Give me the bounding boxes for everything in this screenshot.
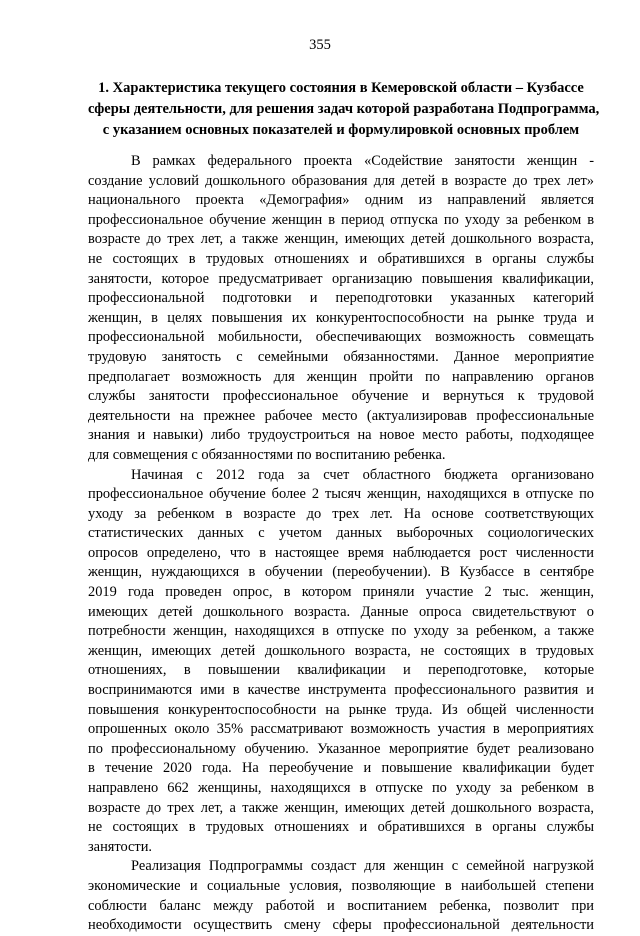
paragraph [88,857,594,935]
text-line: Реализация Подпрограммы создаст для женщин с семейной нагрузкой [131,858,594,875]
text-line: занятости, которое предусматривает организацию повышения квалификации, [88,270,594,287]
page-number: 355 [309,37,331,53]
text-line: деятельности на прежнее рабочее место (актуализировав профессиональные [88,407,594,424]
text-line: профессиональное обучение женщин в период отпуска по уходу за ребенком в [88,211,594,228]
text-line: возрасте до трех лет, а также женщин, имеющих детей дошкольного возраста, [88,799,594,816]
text-line: возрасте до трех лет, а также женщин, имеющих детей дошкольного возраста, [88,231,594,248]
text-line: В рамках федерального проекта «Содействие занятости женщин - [131,153,594,169]
text-line: не состоящих в трудовых отношениях и обратившихся в органы службы [88,819,594,836]
text-line: создание условий дошкольного образования для детей в возрасте до трех лет» [88,172,594,189]
section-heading [88,78,600,141]
text-line: по профессиональному обучению. Указанное мероприятие будет реализовано [88,740,594,757]
text-line: воспринимаются ими в качестве инструмента профессионального развития и [88,682,594,699]
paragraph [88,466,594,858]
body-text [88,152,594,936]
text-line: знания и навыки) либо трудоустроиться на новое место работы, подходящее [88,427,594,444]
paragraph [88,152,594,466]
text-line: направлено 662 женщины, находящихся в отпуске по уходу за ребенком в [88,780,594,796]
text-line: службы занятости профессиональное обучение и вернуться к трудовой [88,388,594,405]
text-line: опрошенных около 35% рассматривают возможность участия в мероприятиях [88,721,594,738]
text-line: в течение 2020 года. На переобучение и повышение квалификации будет [88,760,594,777]
text-line: профессиональной подготовки и переподготовки указанных категорий [88,290,594,307]
text-line: профессиональной мобильности, обеспечивающих возможность совмещать [88,329,594,346]
text-line: не состоящих в трудовых отношениях и обратившихся в органы службы [88,250,594,267]
text-line: национального проекта «Демография» одним из направлений является [88,192,594,209]
text-line: повышения конкурентоспособности на рынке труда. Из общей численности [88,701,594,718]
text-line: занятости. [88,838,153,855]
text-line: женщин, имеющих детей дошкольного возраста, не состоящих в трудовых [88,642,594,659]
heading-line: с указанием основных показателей и формулировкой основных проблем [102,122,580,138]
text-line: потребности женщин, находящихся в отпуске по уходу за ребенком, а также [88,623,594,640]
heading-line: 1. Характеристика текущего состояния в Кемеровской области – Кузбассе [98,80,584,96]
text-line: экономические и социальные условия, позволяющие в наибольшей степени [88,877,594,894]
text-line: профессиональное обучение более 2 тысяч женщин, находящихся в отпуске по [88,486,594,503]
text-line: для совмещения с обязанностями по воспитанию ребенка. [88,446,446,463]
text-line: отношениях, в повышении квалификации и переподготовке, которые [88,662,594,679]
text-line: соблюсти баланс между работой и воспитанием ребенка, позволит при [88,897,594,914]
text-line: 2019 года проведен опрос, в котором приняли участие 2 тыс. женщин, [88,584,594,601]
text-line: предполагает возможность для женщин пройти по направлению органов [88,368,594,385]
text-line: трудовую занятость с семейными обязанностями. Данное мероприятие [88,348,594,365]
text-line: опросов определено, что в настоящее время наблюдается рост численности [88,544,594,561]
text-line: статистических данных с учетом данных выборочных социологических [88,525,594,542]
text-line: женщин, нуждающихся в обучении (переобучении). В Кузбассе в сентябре [88,564,594,581]
text-line: имеющих детей дошкольного возраста. Данные опроса свидетельствуют о [88,603,594,620]
text-line: Начиная с 2012 года за счет областного бюджета организовано [131,466,594,483]
text-line: необходимости осуществить смену сферы профессиональной деятельности [88,917,594,934]
text-line: уходу за ребенком в возрасте до трех лет. На основе соответствующих [88,505,594,522]
heading-line: сферы деятельности, для решения задач которой разработана Подпрограмма, [88,101,600,117]
text-line: женщин, в целях повышения их конкурентоспособности на рынке труда и [88,309,594,326]
